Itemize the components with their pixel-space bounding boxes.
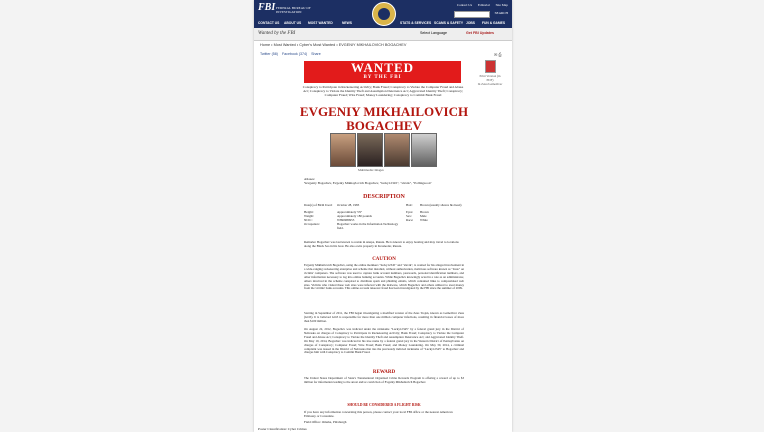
nav-contact[interactable]: CONTACT US — [258, 21, 280, 25]
breadcrumb[interactable]: Home • Most Wanted • Cyber's Most Wanted • EVGENIY MIKHAILOVICH BOGACHEV — [260, 43, 407, 47]
subject-name-line2: BOGACHEV — [346, 118, 422, 133]
nav-stats[interactable]: STATS & SERVICES — [400, 21, 432, 25]
caution-paragraph-1: Evgeniy Mikhailovich Bogachev, using the online monikers "lucky12345" and "slavik", is wanted for his alleged involvement in a wide-ranging racketeering enterprise and scheme that installed, without authorization, malicious software known as "Zeus" on victims' computers. The software was used to capture bank account numbers, passwords, personal identification numbers, and other information necessary to log into online banking accounts. While Bogachev knowingly acted in a role as an administrator, others involved in the scheme conspired to distribute spam and phishing emails, which contained links to compromised web sites. Victims who visited these web sites were infected with the malware, which Bogachev and others utilized to steal money from the victims' bank accounts. This online account takeover fraud has been investigated by the FBI since the summer of 2009. — [304, 263, 464, 291]
contact-info: If you have any information concerning this person, please contact your local FBI office or the nearest American Embassy or Consulate. — [304, 410, 453, 418]
nav-news[interactable]: NEWS — [342, 21, 352, 25]
print-label[interactable]: Print Version (in PDF) — [479, 74, 501, 82]
description-heading: DESCRIPTION — [363, 194, 405, 200]
subject-name-line1: EVGENIY MIKHAILOVICH — [299, 104, 469, 119]
search-input[interactable] — [454, 11, 490, 18]
top-link-contact[interactable]: Contact Us — [456, 3, 473, 7]
social-links — [260, 52, 324, 56]
language-select[interactable]: Select Language — [420, 31, 447, 35]
page-title: Wanted by the FBI — [258, 31, 296, 36]
description-table — [304, 203, 464, 230]
desc-label: Height: — [304, 210, 314, 214]
subject-photo-4[interactable] — [411, 133, 437, 167]
nav-fun[interactable]: FUN & GAMES — [482, 21, 506, 25]
poster-page — [254, 0, 512, 432]
search-button[interactable]: SEARCH — [494, 11, 508, 15]
flight-risk-warning: SHOULD BE CONSIDERED A FLIGHT RISK — [347, 403, 421, 407]
remarks-text: Remarks: Bogachev was last known to reside in Anapa, Russia. He is known to enjoy boating and may travel to locations along the Black Sea in his boat. He also owns property in Krasnodar, Russia. — [304, 240, 459, 248]
wanted-banner — [304, 61, 461, 83]
desc-label: NCIC: — [304, 218, 313, 222]
fbi-updates-link[interactable]: Get FBI Updates — [466, 31, 494, 35]
share-link[interactable]: Share — [311, 52, 321, 56]
desc-value: October 28, 1983 — [337, 203, 360, 207]
nav-scams[interactable]: SCAMS & SAFETY — [434, 21, 464, 25]
desc-row — [304, 222, 464, 230]
nav-about[interactable]: ABOUT US — [284, 21, 302, 25]
desc-value: Approximately 5'9" — [337, 210, 363, 214]
desc-value: W890989955 — [337, 218, 355, 222]
aliases-text: Yevgeniy Bogachev, Evgeniy Mikhaylovich Bogachev, "lucky12345", "slavik", "Pollingsoon" — [304, 181, 432, 186]
desc-label: Occupation: — [304, 222, 320, 226]
desc-value2: Brown (usually shaves his head) — [420, 203, 462, 207]
caution-paragraph-3: On August 22, 2012, Bogachev was indicted under the nickname "Lucky12345" by a federal grand jury in the District of Nebraska on charges of Conspiracy to Participate in Racketeering Activity; Bank Fraud; Conspiracy to Violate the Computer Fraud and Abuse Act; Conspiracy to Violate the Identity Theft and Assumption Deterrence Act; and Aggravated Identity Theft. On May 19, 2014, Bogachev was indicted in his true name by a federal grand jury in the Western District of Pennsylvania on charges of Conspiracy; Computer Fraud; Wire Fraud; Bank Fraud; and Money Laundering. On May 30, 2014, a criminal complaint was issued in the District of Nebraska that ties the previously indicted nickname of "Lucky12345" to Bogachev and charges him with Conspiracy to Commit Bank Fraud. — [304, 327, 464, 355]
banner-wanted: WANTED — [350, 60, 415, 75]
pdf-icon[interactable] — [485, 60, 496, 73]
print-version[interactable] — [476, 60, 504, 86]
aliases-block — [304, 177, 464, 185]
desc-value2: Brown — [420, 210, 429, 214]
charges-text: Conspiracy to Participate in Racketeering Activity; Bank Fraud; Conspiracy to Violate the Computer Fraud and Abuse Act; Conspiracy to Violate the Identity Theft and Assumption Deterrence Act; Aggravated Identity Theft; Conspiracy; Computer Fraud; Wire Fraud; Money Laundering; Conspiracy to Commit Bank Fraud — [302, 85, 464, 98]
aliases-label: Aliases: — [304, 177, 315, 181]
desc-label2: Eyes: — [406, 210, 414, 214]
desc-label: Weight: — [304, 214, 315, 218]
print-email-icon[interactable]: ✉ ⎙ — [494, 52, 502, 57]
reward-text: The United States Department of State's Transnational Organized Crime Rewards Program is offering a reward of up to $3 million for information leading to the arrest and/or conviction of Evgeniy Mikhailovich Bogachev. — [304, 376, 464, 384]
desc-value: Bogachev works in the Information Technology field. — [337, 222, 399, 230]
desc-value2: White — [420, 218, 428, 222]
twitter-link[interactable]: Twitter (58) — [260, 52, 278, 56]
fbi-logo[interactable]: FBI — [258, 2, 276, 13]
poster-classification: Poster Classification: Cyber Crimes — [258, 427, 307, 431]
desc-value2: Male — [420, 214, 427, 218]
desc-label2: Hair: — [406, 203, 413, 207]
photo-caption[interactable]: Multimedia: Images — [358, 168, 384, 172]
reward-heading: REWARD — [372, 370, 396, 375]
desc-row — [304, 203, 464, 210]
nav-jobs[interactable]: JOBS — [466, 21, 475, 25]
field-office: Field Office: Omaha, Pittsburgh — [304, 420, 347, 424]
caution-paragraph-2: Starting in September of 2011, the FBI began investigating a modified version of the Zeus Trojan, known as GameOver Zeus (GOZ). It is believed GOZ is responsible for more than one million computer infections, resulting in financial losses of more than $100 million. — [304, 311, 464, 323]
caution-heading: CAUTION — [372, 257, 396, 262]
desc-label: Date(s) of Birth Used: — [304, 203, 333, 207]
subject-name — [284, 105, 484, 133]
sub-header — [254, 28, 512, 41]
print-sub: In Zeus/GameOver — [477, 82, 503, 86]
desc-label2: Race: — [406, 218, 414, 222]
banner-by-fbi: BY THE FBI — [363, 75, 402, 80]
subject-photo-3[interactable] — [384, 133, 410, 167]
logo-subtitle: FEDERAL BUREAU OF INVESTIGATION — [276, 6, 311, 14]
nav-most-wanted[interactable]: MOST WANTED — [308, 21, 333, 25]
subject-photo-2[interactable] — [357, 133, 383, 167]
desc-value: Approximately 180 pounds — [337, 214, 372, 218]
desc-label2: Sex: — [406, 214, 412, 218]
subject-photo-1[interactable] — [330, 133, 356, 167]
site-header — [254, 0, 512, 28]
top-link-sitemap[interactable]: Site Map — [495, 3, 508, 7]
main-nav — [254, 19, 512, 28]
top-link-editorial[interactable]: Editorial — [477, 3, 490, 7]
top-links — [452, 3, 508, 7]
facebook-link[interactable]: Facebook (374) — [281, 52, 308, 56]
